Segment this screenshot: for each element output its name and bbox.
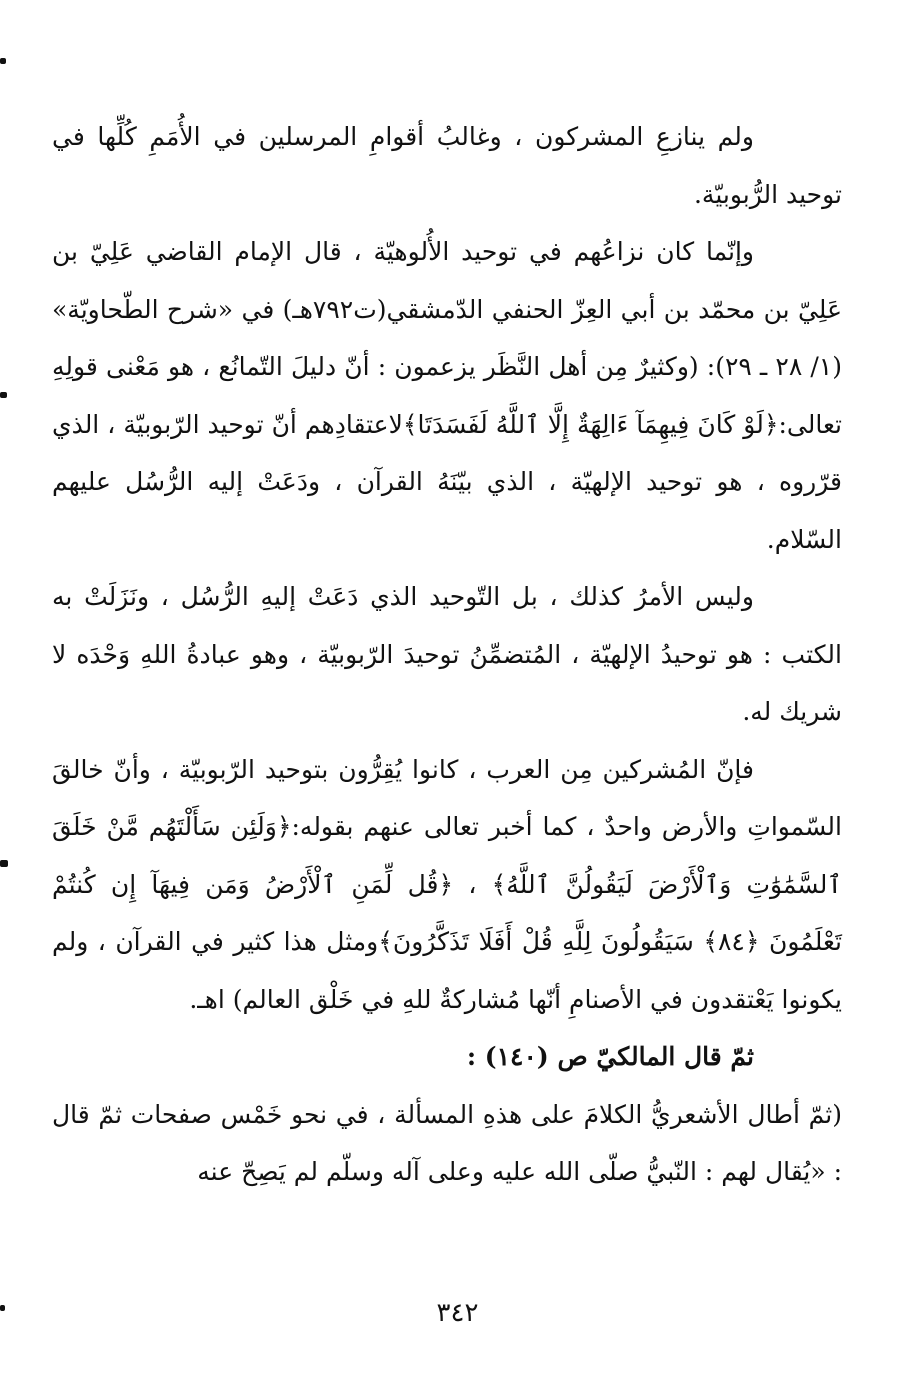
paragraph-uluhiyya-quote: وإنّما كان نزاعُهم في توحيد الأُلوهيّة ، قال الإمام القاضي عَلِيّ بن عَلِيّ بن محمّد بن أبي العِزّ الحنفي الدّمشقي(ت٧٩٢هـ) في «شرح الطّحاويّة» (١/ ٢٨ ـ ٢٩): (وكثيرٌ مِن أهل النَّظَر يزعمون : أنّ دليلَ التّمانُع ، هو مَعْنى قولِهِ تعالى:﴿لَوْ كَانَ فِيهِمَآ ءَالِهَةٌ إِلَّا ٱللَّهُ لَفَسَدَتَا﴾لاعتقادِهم أنّ توحيد الرّبوبيّة ، الذي قرّروه ، هو توحيد الإلهيّة ، الذي بيّنَهُ القرآن ، ودَعَتْ إليه الرُّسُل عليهم السّلام. xyxy=(52,237,843,554)
paragraph-ashari-discussion: (ثمّ أطال الأشعريُّ الكلامَ على هذهِ المسألة ، في نحو خَمْس صفحات ثمّ قال : «يُقال لهم : النّبيُّ صلّى الله عليه وعلى آله وسلّم لم يَصِحّ عنه xyxy=(52,1099,842,1186)
scan-edge-mark xyxy=(0,860,8,867)
scan-edge-mark xyxy=(0,392,7,398)
body-text xyxy=(52,108,842,1201)
paragraph-rububiyya: ولم ينازعِ المشركون ، وغالبُ أقوامِ المرسلين في الأُمَمِ كُلِّها في توحيد الرُّبوبيّة. xyxy=(52,122,842,209)
page-number: ٣٤٢ xyxy=(436,1298,479,1328)
paragraph-arab-polytheists: فإنّ المُشركين مِن العرب ، كانوا يُقِرُّون بتوحيد الرّبوبيّة ، وأنّ خالقَ السّمواتِ والأرض واحدٌ ، كما أخبر تعالى عنهم بقوله:﴿وَلَئِن سَأَلْتَهُم مَّنْ خَلَقَ ٱلسَّمَٰوَٰتِ وَٱلْأَرْضَ لَيَقُولُنَّ ٱللَّهُ﴾ ، ﴿قُل لِّمَنِ ٱلْأَرْضُ وَمَن فِيهَآ إِن كُنتُمْ تَعْلَمُونَ ﴿٨٤﴾ سَيَقُولُونَ لِلَّهِ قُلْ أَفَلَا تَذَكَّرُونَ﴾ومثل هذا كثير في القرآن ، ولم يكونوا يَعْتقدون في الأصنامِ أنّها مُشاركةٌ للهِ في خَلْق العالم) اهـ. xyxy=(52,754,842,1014)
section-heading: ثمّ قال المالكيّ ص (١٤٠) : xyxy=(466,1042,754,1071)
paragraph-true-tawhid: وليس الأمرُ كذلك ، بل التّوحيد الذي دَعَتْ إليهِ الرُّسُل ، ونَزَلَتْ به الكتب : هو توحيدُ الإلهيّة ، المُتضمِّنُ توحيدَ الرّبوبيّة ، وهو عبادةُ اللهِ وَحْدَه لا شريك له. xyxy=(52,582,842,726)
scan-edge-mark xyxy=(0,58,6,64)
